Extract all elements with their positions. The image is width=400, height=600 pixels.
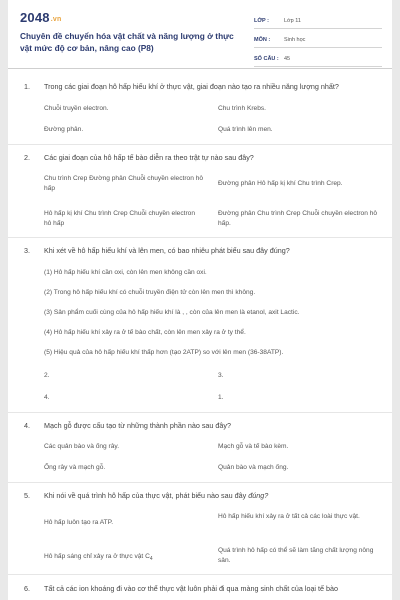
logo-text: 2048	[20, 10, 50, 25]
question-text	[44, 491, 380, 501]
answer-option[interactable]: Quản bào và mạch ống.	[218, 464, 289, 471]
answer-option[interactable]: Đường phân.	[44, 126, 84, 133]
question-divider	[8, 574, 392, 575]
statement: (5) Hiệu quả của hô hấp hiếu khí thấp hơn (tạo 2ATP) so với lên men (36-38ATP).	[44, 349, 284, 356]
meta-key: LỚP :	[254, 17, 269, 24]
question-text: Trong các giai đoạn hô hấp hiếu khí ở thực vật, giai đoạn nào tạo ra nhiều năng lượng nhất?	[44, 82, 339, 91]
document-title: Chuyên đề chuyển hóa vật chất và năng lượng ở thực vật mức độ cơ bản, nâng cao (P8)	[20, 31, 234, 53]
answer-option[interactable]: Hô hấp luôn tạo ra ATP.	[44, 519, 114, 526]
answer-option[interactable]: Chu trình Crep Đường phân Chuỗi chuyền electron hô hấp	[44, 175, 204, 192]
subscript: 4	[149, 556, 153, 562]
statement: (1) Hô hấp hiếu khí cần oxi, còn lên men không cần oxi.	[44, 269, 207, 276]
answer-option[interactable]: Quá trình hô hấp có thể sẽ làm tăng chất lượng nông sản.	[218, 547, 374, 564]
answer-option[interactable]: Các quản bào và ống rây.	[44, 443, 120, 450]
answer-option[interactable]: Hô hấp kị khí Chu trình Crep Chuỗi chuyền electron hô hấp	[44, 210, 196, 227]
question-divider	[8, 412, 392, 413]
answer-option[interactable]: 2.	[44, 372, 50, 379]
question-number: 6.	[24, 584, 30, 593]
document-meta	[254, 13, 382, 70]
logo-suffix: .vn	[50, 16, 62, 23]
answer-option[interactable]	[44, 552, 204, 564]
question-text: Mạch gỗ được cấu tạo từ những thành phần nào sau đây?	[44, 421, 231, 430]
answer-option[interactable]: Hô hấp hiếu khí xảy ra ở tất cả các loài thực vật.	[218, 513, 360, 520]
meta-row-class	[254, 13, 382, 29]
question-text-main: Khi nói về quá trình hô hấp của thực vật, phát biểu nào sau đây	[44, 491, 247, 500]
question-text-emphasis: đúng?	[248, 491, 269, 500]
meta-value: 45	[284, 55, 291, 62]
answer-option[interactable]: Mạch gỗ và tế bào kèm.	[218, 443, 289, 450]
question-number: 2.	[24, 153, 30, 162]
meta-row-subject	[254, 32, 382, 48]
answer-option[interactable]: Chuỗi truyền electron.	[44, 105, 109, 112]
statement: (4) Hô hấp hiếu khí xảy ra ở tế bào chất, còn lên men xảy ra ở ty thể.	[44, 329, 246, 336]
question-text: Tất cả các ion khoáng đi vào cơ thể thực vật luôn phải đi qua màng sinh chất của loại tế bào	[44, 584, 339, 593]
answer-option[interactable]: Chu trình Krebs.	[218, 105, 267, 112]
question-text: Các giai đoạn của hô hấp tế bào diễn ra theo trật tự nào sau đây?	[44, 153, 254, 162]
header-divider	[8, 68, 392, 69]
question-text: Khi xét về hô hấp hiếu khí và lên men, có bao nhiêu phát biểu sau đây đúng?	[44, 246, 290, 255]
answer-option[interactable]: Đường phân Chu trình Crep Chuỗi chuyền electron hô hấp.	[218, 210, 378, 227]
question-number: 5.	[24, 491, 30, 500]
meta-key: SỐ CÂU :	[254, 55, 279, 62]
answer-option[interactable]: Ống rây và mạch gỗ.	[44, 464, 106, 471]
question-number: 3.	[24, 246, 30, 255]
question-divider	[8, 237, 392, 238]
statement: (2) Trong hô hấp hiếu khí có chuỗi truyền điện tử còn lên men thì không.	[44, 289, 256, 296]
document-header	[8, 0, 392, 70]
answer-option[interactable]: 4.	[44, 394, 50, 401]
meta-value: Lớp 11	[284, 17, 301, 24]
document-page	[8, 0, 392, 600]
question-number: 1.	[24, 82, 30, 91]
statement: (3) Sản phẩm cuối cùng của hô hấp hiếu khí là , , còn của lên men là etanol, axit Lactic.	[44, 309, 300, 316]
question-divider	[8, 482, 392, 483]
answer-option[interactable]: Quá trình lên men.	[218, 126, 273, 133]
site-logo[interactable]	[20, 10, 61, 25]
answer-option[interactable]: 3.	[218, 372, 224, 379]
question-number: 4.	[24, 421, 30, 430]
meta-row-count	[254, 51, 382, 67]
meta-key: MÔN :	[254, 36, 271, 43]
answer-option[interactable]: Đường phân Hô hấp kị khí Chu trình Crep.	[218, 180, 343, 187]
answer-option[interactable]: 1.	[218, 394, 224, 401]
question-divider	[8, 144, 392, 145]
answer-option-text: Hô hấp sáng chỉ xảy ra ở thực vật C	[44, 553, 150, 560]
meta-value: Sinh học	[284, 36, 306, 43]
